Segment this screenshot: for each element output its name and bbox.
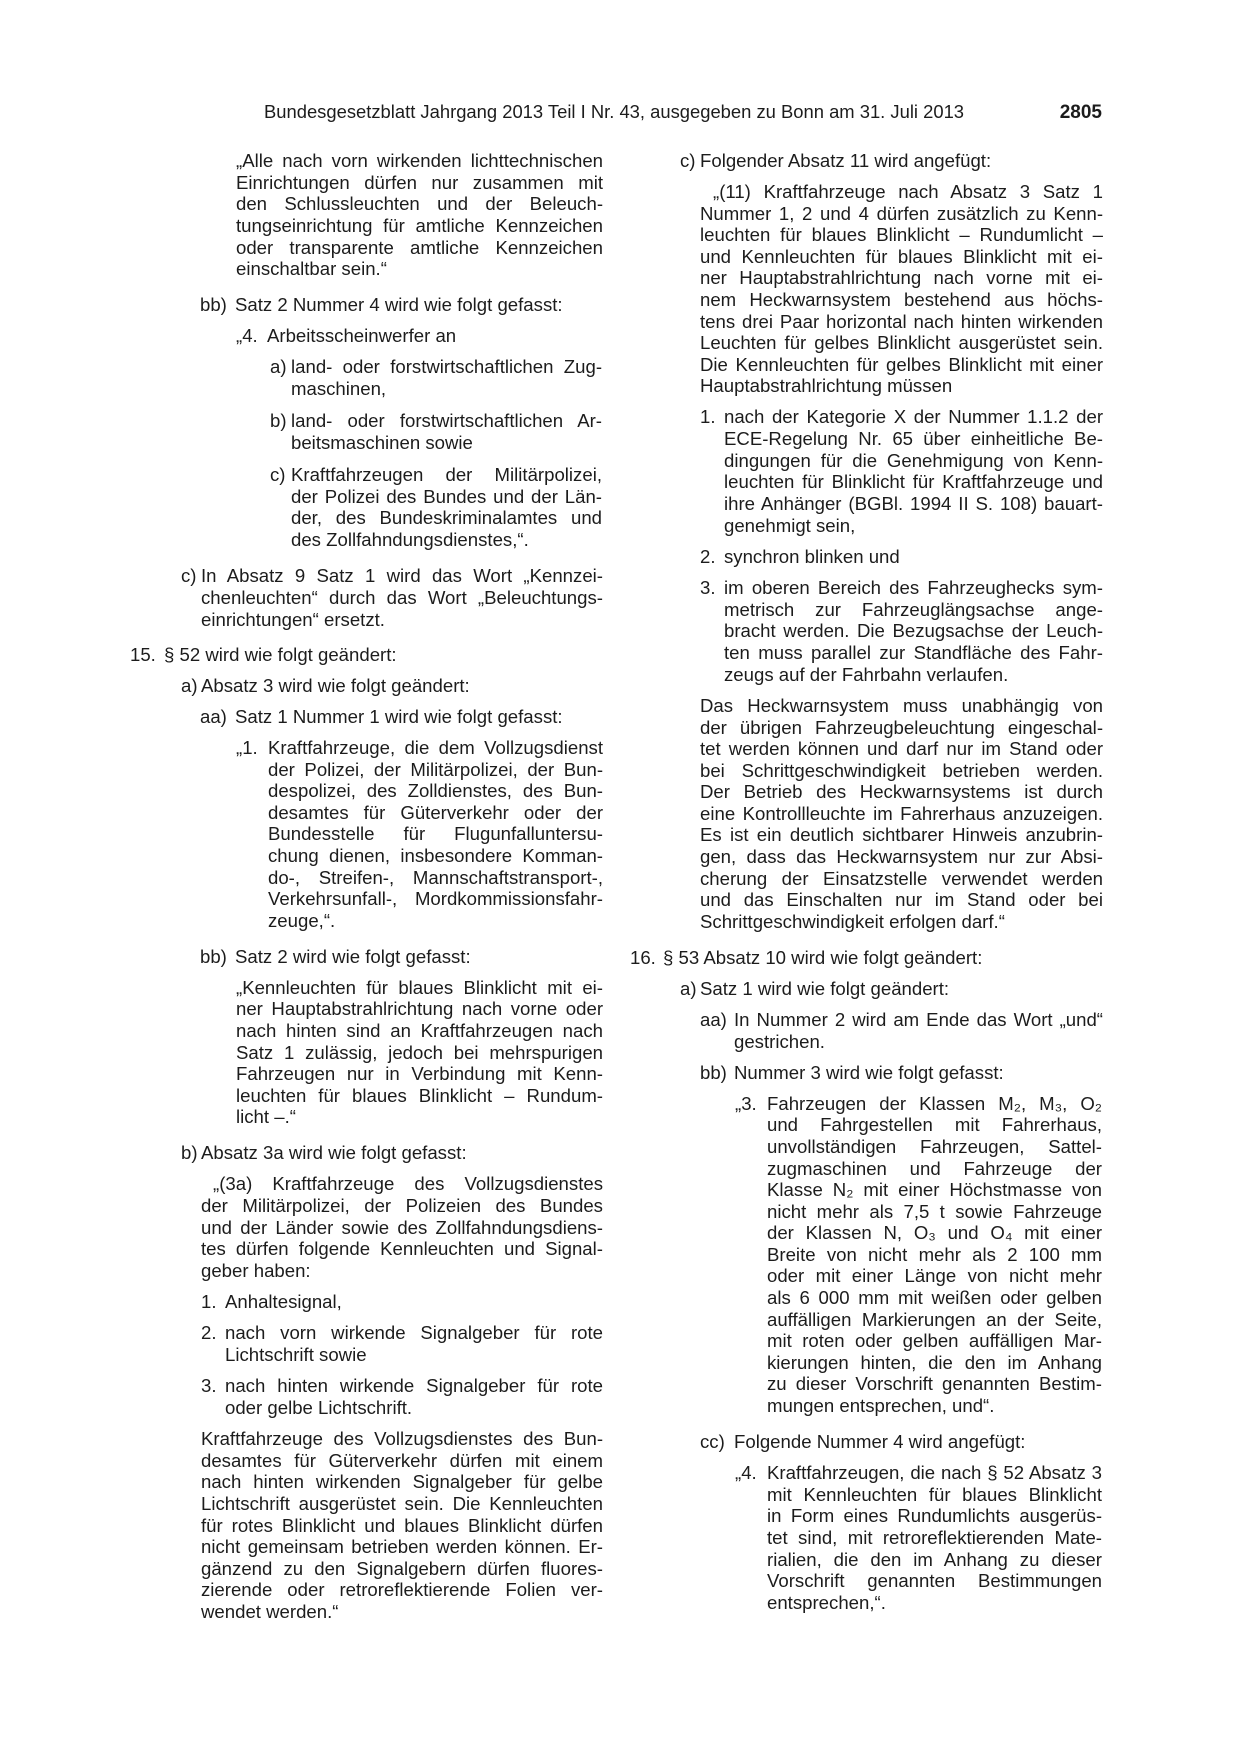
- item-bb-label: bb): [700, 1062, 727, 1083]
- sub-item-label: a): [270, 356, 287, 377]
- quote-item-1-line: despolizei, des Zolldienstes, des Bun-: [268, 780, 603, 801]
- quote-paragraph-line: nem Heckwarnsystem bestehend aus höchs-: [700, 289, 1103, 310]
- numbered-item-line: zeugs auf der Fahrbahn verlaufen.: [724, 664, 1009, 685]
- numbered-item-label: 2.: [700, 546, 716, 567]
- quote-item-1-line: chung dienen, insbesondere Komman-: [268, 845, 603, 866]
- quote-item-3-line: oder mit einer Länge von nicht mehr: [767, 1265, 1102, 1286]
- numbered-item-label: 1.: [700, 406, 716, 427]
- quote-paragraph-line: Es ist ein deutlich sichtbarer Hinweis anzubrin-: [700, 824, 1103, 845]
- quote-paragraph-line: eine Kontrollleuchte im Fahrerhaus anzuzeigen.: [700, 803, 1104, 824]
- numbered-item-line: ihre Anhänger (BGBl. 1994 II S. 108) bauart-: [724, 493, 1103, 514]
- quote-item-1-line: Kraftfahrzeuge, die dem Vollzugsdienst: [268, 737, 603, 758]
- quote-paragraph-line: ner Hauptabstrahlrichtung nach vorne mit ei-: [700, 267, 1103, 288]
- quote-paragraph-line: tes dürfen folgende Kennleuchten und Signal-: [201, 1238, 603, 1259]
- quote-paragraph-line: wendet werden.“: [201, 1601, 339, 1622]
- quote-paragraph-line: der übrigen Fahrzeugbeleuchtung eingeschal-: [700, 717, 1104, 738]
- quote-paragraph-line: nicht gemeinsam betrieben werden können. Er-: [201, 1536, 603, 1557]
- quote-paragraph-line: Nummer 1, 2 und 4 dürfen zusätzlich zu Kenn-: [700, 203, 1104, 224]
- quote-item-3-label: „3.: [735, 1093, 757, 1114]
- numbered-item-line: Lichtschrift sowie: [225, 1344, 367, 1365]
- sub-item-line: der, des Bundeskriminalamtes und: [291, 507, 603, 528]
- numbered-item-line: synchron blinken und: [724, 546, 900, 567]
- numbered-item-line: ECE-Regelung Nr. 65 über einheitliche Be-: [724, 428, 1103, 449]
- quote-paragraph-line: cherung der Einsatzstelle verwendet werden: [700, 868, 1104, 889]
- item-c-label: c): [680, 150, 696, 171]
- numbered-item-line: metrisch zur Fahrzeuglängsachse ange-: [724, 599, 1103, 620]
- numbered-item-label: 3.: [700, 577, 716, 598]
- quote-paragraph-line: tens drei Paar horizontal nach hinten wirkenden: [700, 311, 1103, 332]
- section-15-number: 15.: [130, 644, 156, 665]
- quote-item-1-line: der Polizei, der Militärpolizei, der Bun-: [268, 759, 604, 780]
- quote-paragraph-line: leuchten für blaues Blinklicht – Rundum-: [236, 1085, 603, 1106]
- quote-paragraph-line: leuchten für blaues Blinklicht – Rundumlicht –: [700, 224, 1104, 245]
- quote-paragraph-line: Der Betrieb des Heckwarnsystems ist durch: [700, 781, 1103, 802]
- sub-item-line: beitsmaschinen sowie: [291, 432, 473, 453]
- quote-item-3-line: Fahrzeugen der Klassen M₂, M₃, O₂: [767, 1093, 1103, 1114]
- intro-quote-line: Einrichtungen dürfen nur zusammen mit: [236, 172, 604, 193]
- sub-item-line: land- oder forstwirtschaftlichen Zug-: [291, 356, 603, 377]
- quote-paragraph-line: licht –.“: [236, 1106, 296, 1127]
- item-cc-heading: Folgende Nummer 4 wird angefügt:: [734, 1431, 1026, 1452]
- intro-quote-line: oder transparente amtliche Kennzeichen: [236, 237, 603, 258]
- item-aa-heading: Satz 1 Nummer 1 wird wie folgt gefasst:: [235, 706, 563, 727]
- quote-item-1-line: zeuge,“.: [268, 910, 336, 931]
- quote-paragraph-line: desamtes für Güterverkehr dürfen mit einem: [201, 1450, 603, 1471]
- quote-item-3-line: Klasse N₂ mit einer Höchstmasse von: [767, 1179, 1102, 1200]
- quote-item-3-line: nicht mehr als 7,5 t sowie Fahrzeuge: [767, 1201, 1102, 1222]
- item-bb-label: bb): [200, 946, 227, 967]
- quote-paragraph-line: der Militärpolizei, der Polizeien des Bundes: [201, 1195, 603, 1216]
- quote-item-3-line: zu dieser Vorschrift genannten Bestim-: [767, 1373, 1102, 1394]
- quote-paragraph-line: Satz 1 zulässig, jedoch bei mehrspurigen: [236, 1042, 604, 1063]
- numbered-item-line: Anhaltesignal,: [225, 1291, 342, 1312]
- page-number: 2805: [1059, 102, 1102, 123]
- item-a-heading: Satz 1 wird wie folgt geändert:: [700, 978, 950, 999]
- quote-paragraph-line: „(11) Kraftfahrzeuge nach Absatz 3 Satz 1: [713, 181, 1103, 202]
- sub-item-line: maschinen,: [291, 378, 387, 399]
- running-title: Bundesgesetzblatt Jahrgang 2013 Teil I Nr. 43, ausgegeben zu Bonn am 31. Juli 2013: [264, 101, 965, 122]
- section-16-heading: § 53 Absatz 10 wird wie folgt geändert:: [663, 947, 983, 968]
- quote-item-3-line: Breite von nicht mehr als 2 100 mm: [767, 1244, 1103, 1265]
- item-b-label: b): [181, 1142, 198, 1163]
- quote-item-4-label: „4.: [236, 325, 258, 346]
- numbered-item-line: im oberen Bereich des Fahrzeughecks sym-: [724, 577, 1103, 598]
- quote-item-4-label: „4.: [735, 1462, 757, 1483]
- quote-item-1-label: „1.: [236, 737, 258, 758]
- quote-paragraph-line: ner Hauptabstrahlrichtung nach vorne oder: [236, 998, 604, 1019]
- quote-item-3-line: mungen entsprechen, und“.: [767, 1395, 995, 1416]
- quote-paragraph-line: nach hinten wirkenden Signalgeber für gelbe: [201, 1471, 603, 1492]
- numbered-item-line: nach vorn wirkende Signalgeber für rote: [225, 1322, 604, 1343]
- numbered-item-line: leuchten für Blinklicht für Kraftfahrzeuge und: [724, 471, 1103, 492]
- quote-item-3-line: der Klassen N, O₃ und O₄ mit einer: [767, 1222, 1103, 1243]
- quote-item-4-line: Vorschrift genannten Bestimmungen: [767, 1570, 1103, 1591]
- quote-paragraph-line: gen, dass das Heckwarnsystem nur zur Absi-: [700, 846, 1103, 867]
- item-aa-line: gestrichen.: [734, 1031, 825, 1052]
- quote-paragraph-line: Hauptabstrahlrichtung müssen: [700, 375, 953, 396]
- quote-item-4-line: mit Kennleuchten für blaues Blinklicht: [767, 1484, 1102, 1505]
- quote-paragraph-line: bei Schrittgeschwindigkeit betrieben werden.: [700, 760, 1103, 781]
- numbered-item-line: nach der Kategorie X der Nummer 1.1.2 der: [724, 406, 1104, 427]
- quote-paragraph-line: und der Länder sowie des Zollfahndungsdiens-: [201, 1217, 603, 1238]
- intro-quote-line: „Alle nach vorn wirkenden lichttechnischen: [236, 150, 604, 171]
- quote-item-3-line: zugmaschinen und Fahrzeuge der: [767, 1158, 1102, 1179]
- numbered-item-line: genehmigt sein,: [724, 515, 856, 536]
- item-cc-label: cc): [700, 1431, 725, 1452]
- quote-item-3-line: auffälligen Markierungen an der Seite,: [767, 1309, 1103, 1330]
- section-15-heading: § 52 wird wie folgt geändert:: [164, 644, 397, 665]
- sub-item-label: b): [270, 410, 287, 431]
- quote-item-3-line: unvollständigen Fahrzeugen, Sattel-: [767, 1136, 1102, 1157]
- quote-item-4-line: entsprechen,“.: [767, 1592, 886, 1613]
- quote-paragraph-line: zierende oder retroreflektierende Folien ver-: [201, 1579, 603, 1600]
- sub-item-line: Kraftfahrzeugen der Militärpolizei,: [291, 464, 602, 485]
- quote-item-1-line: Verkehrsunfall-, Mordkommissionsfahr-: [268, 888, 603, 909]
- quote-paragraph-line: Lichtschrift ausgerüstet sein. Die Kennleuchten: [201, 1493, 603, 1514]
- item-a-heading: Absatz 3 wird wie folgt geändert:: [201, 675, 470, 696]
- item-bb-label: bb): [200, 294, 227, 315]
- item-b-heading: Absatz 3a wird wie folgt gefasst:: [201, 1142, 467, 1163]
- sub-item-line: der Polizei des Bundes und der Län-: [291, 486, 602, 507]
- item-c-heading: Folgender Absatz 11 wird angefügt:: [700, 150, 992, 171]
- item-bb-heading: Nummer 3 wird wie folgt gefasst:: [734, 1062, 1004, 1083]
- intro-quote-line: den Schlussleuchten und der Beleuch-: [236, 193, 604, 214]
- quote-item-3-line: mit roten oder gelben auffälligen Mar-: [767, 1330, 1102, 1351]
- quote-item-1-line: desamtes für Güterverkehr oder der: [268, 802, 604, 823]
- quote-item-3-line: und Fahrgestellen mit Fahrerhaus,: [767, 1114, 1103, 1135]
- sub-item-label: c): [270, 464, 286, 485]
- numbered-item-line: oder gelbe Lichtschrift.: [225, 1397, 413, 1418]
- item-aa-line: In Nummer 2 wird am Ende das Wort „und“: [734, 1009, 1103, 1030]
- numbered-item-label: 2.: [201, 1322, 217, 1343]
- quote-paragraph-line: nach hinten sind an Kraftfahrzeugen nach: [236, 1020, 603, 1041]
- item-c-label: c): [181, 565, 197, 586]
- item-c-line: chenleuchten“ durch das Wort „Beleuchtungs-: [201, 587, 603, 608]
- item-bb-heading: Satz 2 wird wie folgt gefasst:: [235, 946, 471, 967]
- quote-item-1-line: do-, Streifen-, Mannschaftstransport-,: [268, 867, 603, 888]
- quote-paragraph-line: geber haben:: [201, 1260, 311, 1281]
- quote-paragraph-line: tet werden können und darf nur im Stand oder: [700, 738, 1104, 759]
- sub-item-line: land- oder forstwirtschaftlichen Ar-: [291, 410, 602, 431]
- numbered-item-line: ten muss parallel zur Standfläche des Fahr-: [724, 642, 1103, 663]
- intro-quote-line: einschaltbar sein.“: [236, 258, 387, 279]
- quote-paragraph-line: Fahrzeugen nur in Verbindung mit Kenn-: [236, 1063, 603, 1084]
- section-16-number: 16.: [630, 947, 656, 968]
- quote-paragraph-line: „Kennleuchten für blaues Blinklicht mit ei-: [236, 977, 604, 998]
- quote-item-4-line: in Form eines Rundumlichts ausgerüs-: [767, 1505, 1103, 1526]
- quote-paragraph-line: Das Heckwarnsystem muss unabhängig von: [700, 695, 1104, 716]
- quote-paragraph-line: „(3a) Kraftfahrzeuge des Vollzugsdienstes: [213, 1173, 603, 1194]
- numbered-item-label: 3.: [201, 1375, 217, 1396]
- quote-item-3-line: kierungen hinten, die den im Anhang: [767, 1352, 1103, 1373]
- quote-item-4-text: Arbeitsscheinwerfer an: [267, 325, 457, 346]
- numbered-item-line: dingungen für die Genehmigung von Kenn-: [724, 450, 1104, 471]
- numbered-item-label: 1.: [201, 1291, 217, 1312]
- quote-paragraph-line: gänzend zu den Signalgebern dürfen fluores-: [201, 1558, 603, 1579]
- item-c-line: In Absatz 9 Satz 1 wird das Wort „Kennzei-: [201, 565, 603, 586]
- item-a-label: a): [181, 675, 198, 696]
- quote-paragraph-line: Kraftfahrzeuge des Vollzugsdienstes des Bun-: [201, 1428, 604, 1449]
- quote-item-1-line: Bundesstelle für Flugunfalluntersu-: [268, 823, 603, 844]
- quote-paragraph-line: und das Einschalten nur im Stand oder bei: [700, 889, 1103, 910]
- intro-quote-line: tungseinrichtung für amtliche Kennzeichen: [236, 215, 603, 236]
- item-bb-heading: Satz 2 Nummer 4 wird wie folgt gefasst:: [235, 294, 563, 315]
- item-c-line: einrichtungen“ ersetzt.: [201, 609, 385, 630]
- sub-item-line: des Zollfahndungsdienstes,“.: [291, 529, 529, 550]
- numbered-item-line: nach hinten wirkende Signalgeber für rote: [225, 1375, 604, 1396]
- quote-paragraph-line: Die Kennleuchten für gelbes Blinklicht mit einer: [700, 354, 1104, 375]
- quote-item-4-line: rialien, die den im Anhang zu dieser: [767, 1549, 1102, 1570]
- item-aa-label: aa): [200, 706, 227, 727]
- quote-paragraph-line: und Kennleuchten für blaues Blinklicht mit ei-: [700, 246, 1103, 267]
- item-aa-label: aa): [700, 1009, 727, 1030]
- quote-paragraph-line: Leuchten für gelbes Blinklicht ausgerüstet sein.: [700, 332, 1103, 353]
- item-a-label: a): [680, 978, 697, 999]
- quote-item-4-line: tet sind, mit retroreflektierenden Mate-: [767, 1527, 1102, 1548]
- numbered-item-line: bracht werden. Die Bezugsachse der Leuch-: [724, 620, 1104, 641]
- quote-paragraph-line: für rotes Blinklicht und blaues Blinklicht dürfen: [201, 1515, 603, 1536]
- quote-item-3-line: als 6 000 mm mit weißen oder gelben: [767, 1287, 1102, 1308]
- quote-item-4-line: Kraftfahrzeugen, die nach § 52 Absatz 3: [767, 1462, 1102, 1483]
- quote-paragraph-line: Schrittgeschwindigkeit erfolgen darf.“: [700, 911, 1005, 932]
